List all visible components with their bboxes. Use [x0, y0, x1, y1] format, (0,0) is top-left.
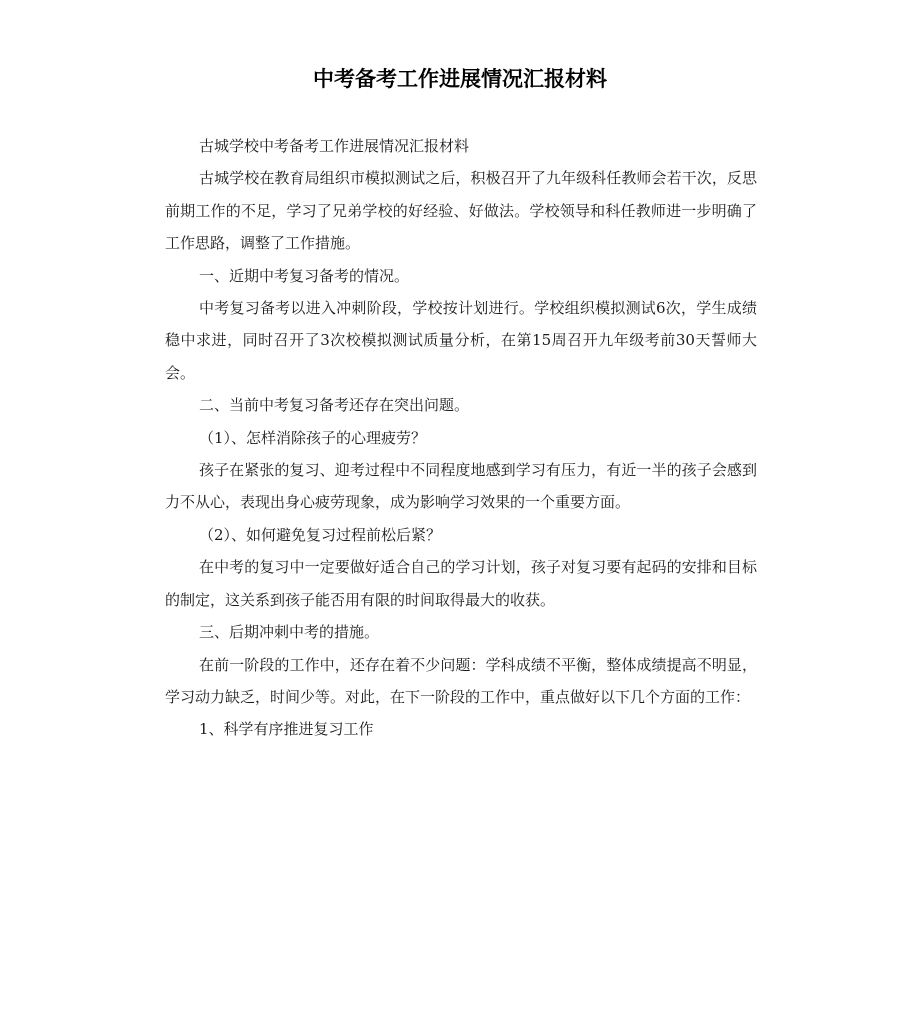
section-heading-3: 三、后期冲刺中考的措施。 [199, 623, 380, 642]
document-body [165, 130, 757, 746]
section-heading-1: 一、近期中考复习备考的情况。 [199, 266, 410, 285]
intro-paragraph: 古城学校在教育局组织市模拟测试之后，积极召开了九年级科任教师会若干次，反思前期工作的不足，学习了兄弟学校的好经验、好做法。学校领导和科任教师进一步明确了工作思路，调整了工作措施。 [165, 169, 757, 253]
subtitle-paragraph: 古城学校中考备考工作进展情况汇报材料 [199, 137, 470, 155]
section-heading-2: 二、当前中考复习备考还存在突出问题。 [199, 396, 470, 415]
subheading-2-2: （2）、如何避免复习过程前松后紧？ [199, 525, 442, 544]
section-3-paragraph: 在前一阶段的工作中，还存在着不少问题：学科成绩不平衡，整体成绩提高不明显，学习动力缺乏，时间少等。对此，在下一阶段的工作中，重点做好以下几个方面的工作： [165, 655, 757, 706]
section-1-paragraph: 中考复习备考以进入冲刺阶段，学校按计划进行。学校组织模拟测试6次，学生成绩稳中求进，同时召开了3次校模拟测试质量分析，在第15周召开九年级考前30天誓师大会。 [165, 299, 757, 382]
subheading-2-1: （1）、怎样消除孩子的心理疲劳？ [199, 428, 427, 447]
subsection-2-1-paragraph: 孩子在紧张的复习、迎考过程中不同程度地感到学习有压力，有近一半的孩子会感到力不从心，表现出身心疲劳现象，成为影响学习效果的一个重要方面。 [165, 461, 757, 512]
list-item-1: 1、科学有序推进复习工作 [199, 720, 374, 739]
document-title: 中考备考工作进展情况汇报材料 [313, 67, 607, 91]
subsection-2-2-paragraph: 在中考的复习中一定要做好适合自己的学习计划，孩子对复习要有起码的安排和目标的制定，这关系到孩子能否用有限的时间取得最大的收获。 [165, 558, 757, 609]
